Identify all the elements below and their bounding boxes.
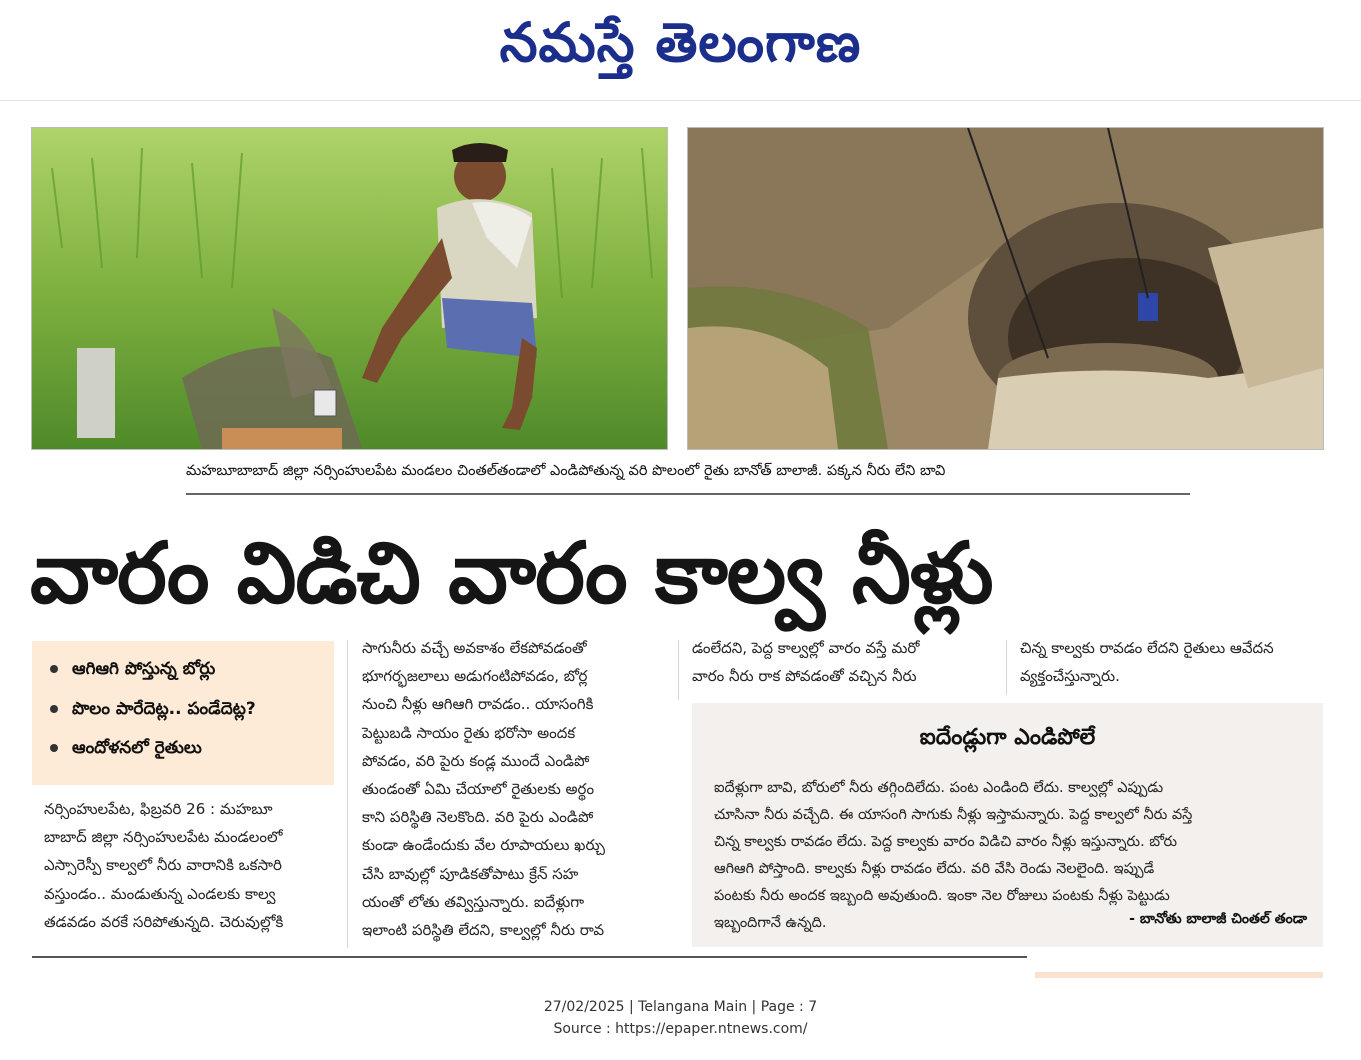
bullet-icon — [50, 705, 58, 713]
highlights-box — [32, 641, 334, 785]
quote-signature: - బానోతు బాలాజీ చింతల్ తండా — [1129, 911, 1307, 927]
masthead-divider — [0, 100, 1361, 101]
article-column-3: డంలేదని, పెద్ద కాల్వల్లో వారం వస్తే మరో వారం నీరు రాక పోవడంతో వచ్చిన నీరు — [692, 639, 920, 686]
highlight-item: ఆగిఆగి పోస్తున్న బోర్లు — [50, 659, 215, 683]
caption-divider — [186, 493, 1190, 495]
footer-source-link[interactable]: Source : https://epaper.ntnews.com/ — [553, 1021, 808, 1037]
bullet-icon — [50, 744, 58, 752]
photo-dry-well — [687, 127, 1324, 450]
farmer-quote-box — [692, 703, 1323, 947]
footer-date-page: 27/02/2025 | Telangana Main | Page : 7 — [543, 999, 818, 1015]
quote-body: ఐదేళ్లుగా బావి, బోరులో నీరు తగ్గిందిలేదు. పంట ఎండింది లేదు. కాల్వల్లో ఎప్పుడు చూసినా నీరు వచ్చేది. ఈ యాసంగి సాగుకు నీళ్లు ఇస్తామన్నారు. పెద్ద కాల్వలో నీరు వస్తే చిన్న కాల్వకు రావడం లేదు. పెద్ద కాల్వకు వారం విడిచి వారం నీళ్లు ఇస్తున్నారు. బోరు ఆగిఆగి పోస్తాంది. కాల్వకు నీళ్లు రావడం లేదు. వరి వేసి రెండు నెలలైంది. ఇప్పుడే పంటకు నీరు అందక ఇబ్బంది అవుతుంది. ఇంకా నెల రోజులు పంటకు నీళ్లు పెట్టుడు ఇబ్బందిగానే ఉన్నది. — [714, 780, 1193, 931]
photo-caption: మహబూబాబాద్ జిల్లా నర్సింహులపేట మండలం చింతల్‌తండాలో ఎండిపోతున్న వరి పొలంలో రైతు బానోత్ బాలాజీ. పక్కన నీరు లేని బావి — [186, 463, 946, 479]
bottom-divider — [32, 956, 1027, 958]
quote-title: ఐదేండ్లుగా ఎండిపోలే — [919, 725, 1096, 750]
column-divider — [1006, 640, 1007, 695]
decorative-strip — [1035, 972, 1323, 978]
headline: వారం విడిచి వారం కాల్వ నీళ్లు — [30, 524, 993, 622]
column-divider — [678, 640, 679, 700]
article-column-4: చిన్న కాల్వకు రావడం లేదని రైతులు ఆవేదన వ్యక్తంచేస్తున్నారు. — [1020, 639, 1274, 686]
column-divider — [347, 640, 348, 948]
highlight-item: పొలం పారేదెట్ల.. పండేదెట్ల? — [50, 699, 256, 723]
photo-farmer-field — [31, 127, 668, 450]
highlight-item: ఆందోళనలో రైతులు — [50, 738, 202, 762]
article-column-1: నర్సింహులపేట, ఫిబ్రవరి 26 : మహబూ బాబాద్ జిల్లా నర్సింహులపేట మండలంలో ఎస్సారెస్పీ కాల్వలో నీరు వారానికి ఒకసారి వస్తుండం.. మండుతున్న ఎండలకు కాల్వ తడవడం వరకే సరిపోతున్నది. చెరువుల్లోకి — [44, 800, 284, 931]
article-column-2: సాగునీరు వచ్చే అవకాశం లేకపోవడంతో భూగర్భజలాలు అడుగంటిపోవడం, బోర్ల నుంచి నీళ్లు ఆగిఆగి రావడం.. యాసంగికి పెట్టుబడి సాయం రైతు భరోసా అందక పోవడం, వరి పైరు కండ్ల ముందే ఎండిపో తుండంతో ఏమి చేయాలో రైతులకు అర్థం కాని పరిస్థితి నెలకొంది. వరి పైరు ఎండిపో కుండా ఉండేందుకు వేల రూపాయలు ఖర్చు చేసి బావుల్లో పూడికతోపాటు క్రేన్ సహ యంతో లోతు తవ్విస్తున్నారు. ఐదేళ్లుగా ఇలాంటి పరిస్థితి లేదని, కాల్వల్లో నీరు రావ — [362, 639, 606, 940]
bullet-icon — [50, 665, 58, 673]
masthead-logo: నమస్తే తెలంగాణ — [499, 10, 862, 74]
